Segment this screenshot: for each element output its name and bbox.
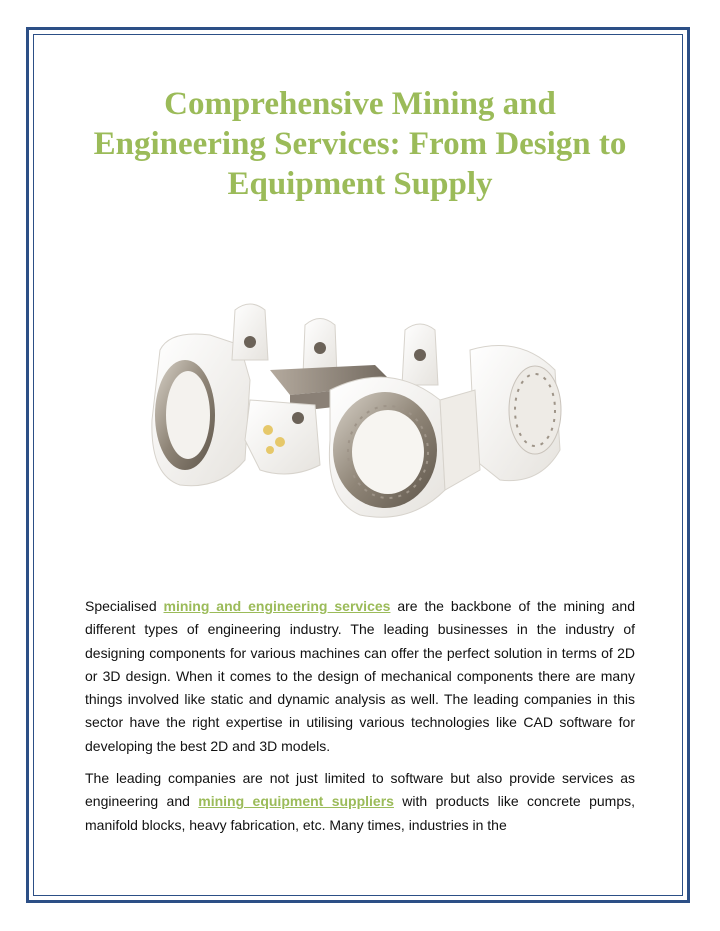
title-line-1: Comprehensive Mining and: [164, 86, 556, 122]
title-line-2: Engineering Services: From Design to: [93, 126, 627, 162]
paragraph-1-text: are the backbone of the mining and different types of engineering industry. The leading businesses in the industry of designing components for various machines can offer the perfect solution in terms of 2D or 3D design. When it comes to the design of mechanical components there are many things involved like static and dynamic analysis as well. The leading companies in this sector have the right expertise in utilising various technologies like CAD software for developing the best 2D and 3D models.: [85, 598, 635, 754]
mining-engineering-services-link[interactable]: mining and engineering services: [163, 598, 391, 614]
document-title: [60, 84, 660, 204]
mining-equipment-suppliers-link[interactable]: mining equipment suppliers: [198, 793, 394, 810]
paragraph-2-intro: The leading companies are not just limited to software but also provide services as engineering and: [85, 770, 635, 810]
paragraph-1-intro: Specialised: [85, 598, 164, 614]
paragraph-2: [85, 767, 635, 837]
title-line-3: Equipment Supply: [227, 166, 493, 202]
mining-equipment-castings-image: [140, 290, 580, 540]
document-body: [85, 595, 635, 846]
paragraph-1: [85, 595, 635, 758]
paragraph-2-text: with products like concrete pumps, manifold blocks, heavy fabrication, etc. Many times, industries in the: [85, 793, 636, 833]
